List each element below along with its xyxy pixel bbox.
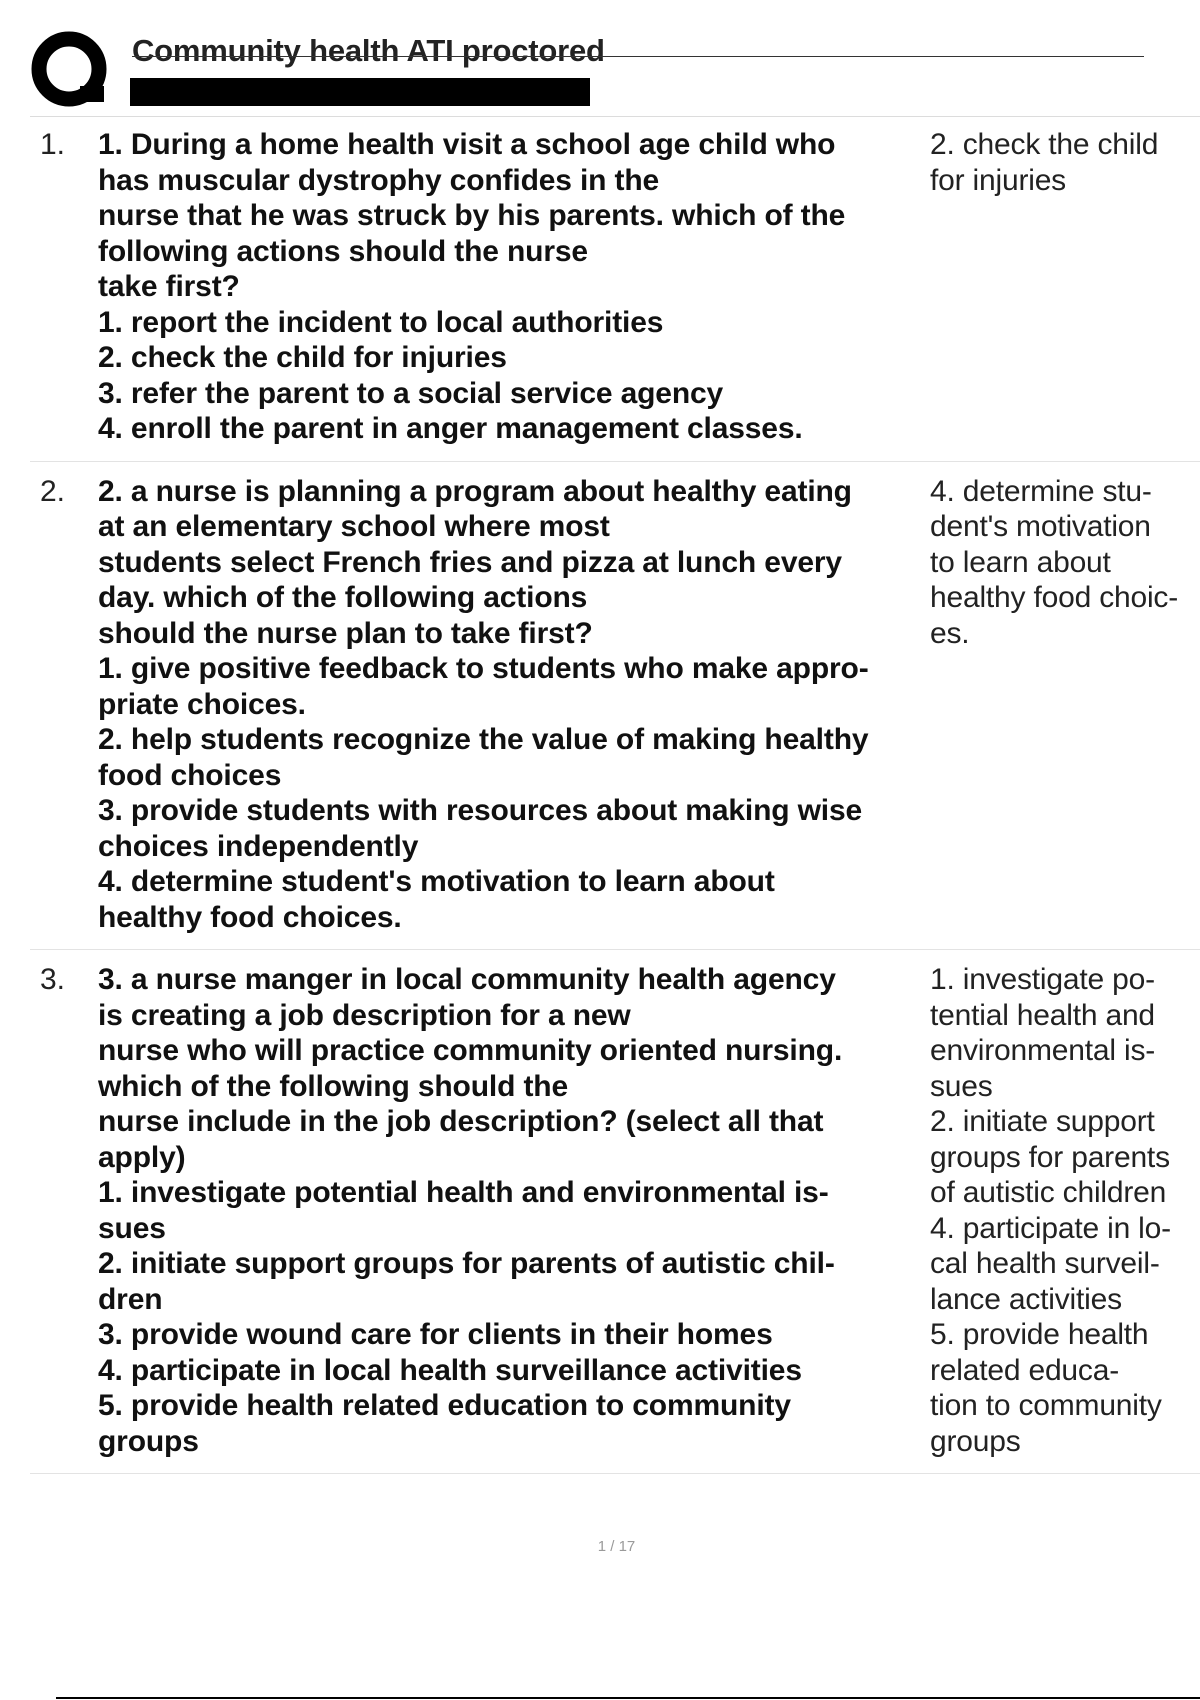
flashcard-list — [30, 117, 1200, 1474]
question-line: nurse who will practice community oriented nursing. — [98, 1034, 843, 1067]
question-line: apply) — [98, 1140, 186, 1174]
answer-line: sues — [930, 1069, 993, 1103]
question-line: which of the following should the — [98, 1069, 568, 1103]
answer-line: tential health and — [930, 998, 1155, 1032]
question-line: day. which of the following actions — [98, 581, 588, 614]
question-line: has muscular dystrophy confides in the — [98, 163, 660, 197]
question-line: choices independently — [98, 829, 419, 863]
question-line: priate choices. — [98, 687, 306, 721]
question-line: nurse that he was struck by his parents. which of the — [98, 199, 846, 232]
card-question — [98, 474, 920, 936]
footer-rule — [56, 1697, 1200, 1699]
title-underline — [132, 56, 1144, 57]
card-answer — [920, 962, 1190, 1459]
question-line: 1. During a home health visit a school age child who — [98, 128, 836, 161]
card-number: 3. — [40, 963, 66, 996]
answer-line: for injuries — [930, 163, 1066, 197]
question-line: 2. initiate support groups for parents of autistic chil- — [98, 1247, 835, 1280]
page-indicator: 1 / 17 — [597, 1538, 636, 1555]
question-line: groups — [98, 1424, 199, 1458]
question-line: dren — [98, 1282, 163, 1316]
flashcard — [30, 950, 1200, 1474]
question-line: at an elementary school where most — [98, 510, 610, 543]
question-line: 2. a nurse is planning a program about healthy eating — [98, 474, 852, 508]
answer-line: 4. participate in lo- — [930, 1211, 1171, 1245]
answer-line: groups for parents — [930, 1140, 1170, 1174]
answer-line: related educa- — [930, 1353, 1119, 1387]
question-line: is creating a job description for a new — [98, 998, 631, 1032]
question-line: healthy food choices. — [98, 900, 402, 934]
card-question — [98, 127, 920, 447]
question-line: food choices — [98, 758, 282, 792]
question-line: 1. investigate potential health and environmental is- — [98, 1176, 829, 1209]
question-line: 2. check the child for injuries — [98, 341, 507, 374]
question-line: 5. provide health related education to community — [98, 1389, 791, 1422]
question-line: 1. report the incident to local authorities — [98, 305, 664, 339]
quizlet-logo-icon — [30, 30, 112, 112]
question-line: 3. a nurse manger in local community health agency — [98, 963, 836, 996]
document-title: Community health ATI proctored — [132, 33, 605, 68]
answer-line: 2. check the child — [930, 128, 1159, 161]
question-line: 4. enroll the parent in anger management classes. — [98, 412, 803, 445]
question-line: sues — [98, 1211, 166, 1245]
card-answer — [920, 127, 1190, 447]
card-number: 2. — [40, 474, 66, 508]
question-line: nurse include in the job description? (select all that — [98, 1105, 824, 1138]
answer-line: dent's motivation — [930, 510, 1151, 543]
question-line: 3. provide wound care for clients in their homes — [98, 1318, 773, 1351]
question-line: should the nurse plan to take first? — [98, 616, 593, 650]
answer-line: to learn about — [930, 545, 1111, 579]
question-line: 3. refer the parent to a social service agency — [98, 376, 724, 410]
question-line: 3. provide students with resources about making wise — [98, 794, 863, 827]
answer-line: 1. investigate po- — [930, 963, 1155, 996]
question-line: students select French fries and pizza at lunch every — [98, 545, 842, 579]
answer-line: 4. determine stu- — [930, 474, 1152, 508]
redaction-bar — [130, 78, 590, 106]
question-line: take first? — [98, 270, 240, 303]
answer-line: es. — [930, 616, 970, 650]
answer-line: 5. provide health — [930, 1318, 1149, 1351]
answer-line: healthy food choic- — [930, 581, 1179, 614]
answer-line: environmental is- — [930, 1034, 1156, 1067]
answer-line: groups — [930, 1424, 1021, 1458]
answer-line: of autistic children — [930, 1176, 1167, 1209]
answer-line: 2. initiate support — [930, 1105, 1155, 1138]
document-header — [0, 0, 1200, 120]
answer-line: lance activities — [930, 1282, 1122, 1316]
question-line: following actions should the nurse — [98, 234, 588, 268]
flashcard — [30, 462, 1200, 951]
answer-line: tion to community — [930, 1389, 1162, 1422]
card-number: 1. — [40, 128, 66, 161]
question-line: 1. give positive feedback to students who make appro- — [98, 652, 869, 685]
flashcard — [30, 117, 1200, 462]
answer-line: cal health surveil- — [930, 1247, 1160, 1280]
question-line: 4. participate in local health surveillance activities — [98, 1353, 802, 1387]
question-line: 2. help students recognize the value of making healthy — [98, 723, 869, 756]
card-answer — [920, 474, 1190, 936]
card-question — [98, 962, 920, 1459]
question-line: 4. determine student's motivation to learn about — [98, 865, 775, 898]
